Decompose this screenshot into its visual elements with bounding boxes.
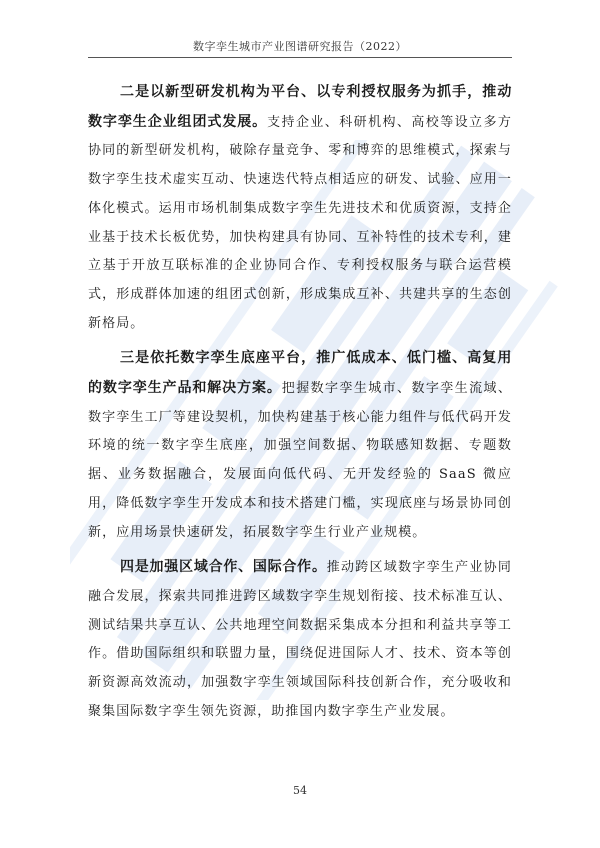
paragraph-lead: 三是依托数字孪生底座平台，推广低成本、低门槛、高复用的数字孪生产品和解决方案。 (88, 350, 512, 397)
page-number: 54 (293, 784, 307, 797)
paragraph-cooperation (88, 553, 512, 726)
paragraph-platform-patents (88, 78, 512, 338)
running-header: 数字孪生城市产业图谱研究报告（2022） (193, 40, 407, 53)
body-content (88, 78, 512, 732)
paragraph-body: 推动跨区域数字孪生产业协同融合发展，探索共同推进跨区域数字孪生规划衔接、技术标准互认、测试结果共享互认、公共地理空间数据采集成本分担和利益共享等工作。借助国际组织和联盟力量，围绕促进国际人才、技术、资本等创新资源高效流动，加强数字孪生领域国际科技创新合作，充分吸收和聚集国际数字孪生领先资源，助推国内数字孪生产业发展。 (88, 560, 512, 719)
paragraph-body: 把握数字孪生城市、数字孪生流域、数字孪生工厂等建设契机，加快构建基于核心能力组件与低代码开发环境的统一数字孪生底座，加强空间数据、物联感知数据、专题数据、业务数据融合，发展面向低代码、无开发经验的 SaaS 微应用，降低数字孪生开发成本和技术搭建门槛，实现底座与场景协同创新，应用场景快速研发，拓展数字孪生行业产业规模。 (88, 381, 512, 540)
paragraph-body: 支持企业、科研机构、高校等设立多方协同的新型研发机构，破除存量竞争、零和博弈的思维模式，探索与数字孪生技术虚实互动、快速迭代特点相适应的研发、试验、应用一体化模式。运用市场机制集成数字孪生先进技术和优质资源，支持企业基于技术长板优势，加快构建具有协同、互补特性的技术专利，建立基于开放互联标准的企业协同合作、专利授权服务与联合运营模式，形成群体加速的组团式创新，形成集成互补、共建共享的生态创新格局。 (88, 114, 513, 331)
paragraph-lead: 四是加强区域合作、国际合作。 (120, 559, 327, 576)
paragraph-base-platform (88, 344, 512, 547)
header-divider (88, 57, 512, 58)
paragraph-lead: 二是以新型研发机构为平台、以专利授权服务为抓手，推动数字孪生企业组团式发展。 (88, 84, 512, 130)
